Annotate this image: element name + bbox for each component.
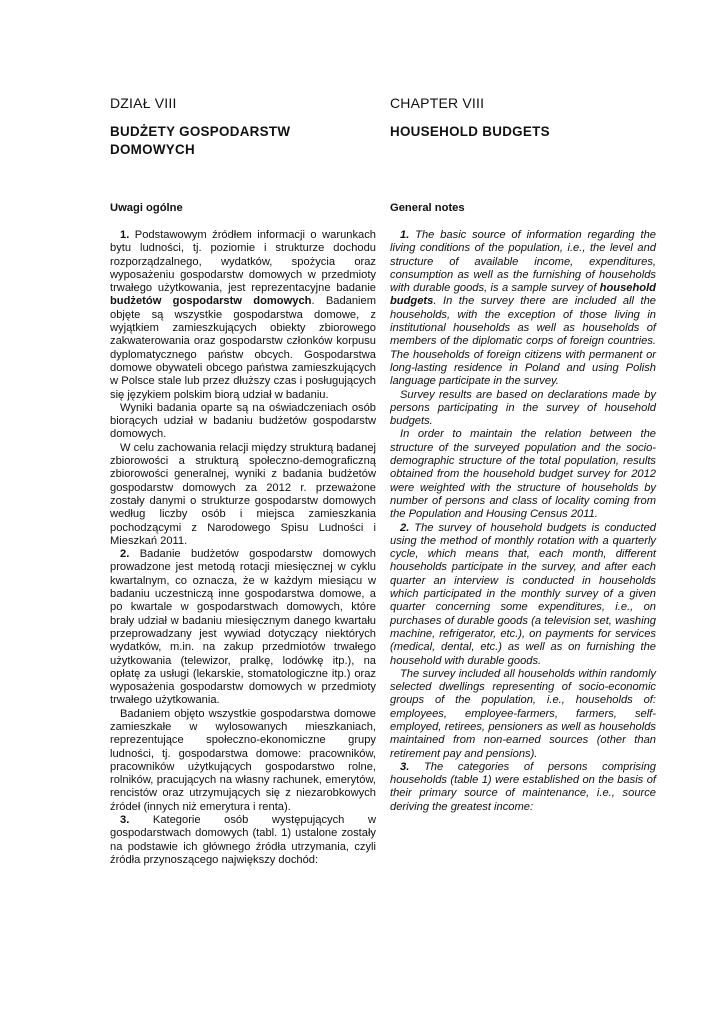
chapter-title-en: HOUSEHOLD BUDGETS <box>390 124 550 139</box>
paragraph-text: Badanie budżetów gospodarstw domowych prowadzone jest metodą rotacji miesięcznej w cyklu kwartalnym, co oznacza, że w każdym miesiącu w badaniu uczestniczą inne gospodarstwa domowe, a po kwartale w gospodarstwach domowych, które brały udział w badaniu miesięcznym danego kwartału przeprowadzany jest wywiad dotyczący niektórych wydatków, m.in. na zakup przedmiotów trwałego użytkowania (telewizor, pralkę, lodówkę itp.), na opłatę za usługi (lekarskie, stomatologiczne itp.) oraz wyposażenia gospodarstw domowych w przedmioty trwałego użytkowania. <box>110 548 376 707</box>
body-text-pl <box>110 229 376 867</box>
paragraph-text: The survey of household budgets is conducted using the method of monthly rotation with a quarterly cycle, which means that, each month, different households participate in the survey, and after each quarter an interview is conducted in households which participated in the monthly survey of a given quarter concerning some expenditures, i.e., on purchases of durable goods (a television set, washing machine, refrigerator, etc.), on payments for services (medical, dental, etc.) as well as on furnishing the household with durable goods. <box>390 521 656 667</box>
body-text-en <box>390 229 656 814</box>
section-heading-pl: Uwagi ogólne <box>110 202 183 214</box>
paragraph-en-1 <box>390 229 656 389</box>
paragraph-text: . Badaniem objęte są wszystkie gospodarstwa domowe, z wyjątkiem zamieszkujących obiekty zbiorowego zakwaterowania oraz gospodarstw członków korpusu dyplomatycznego państw obcych. Gospodarstwa domowe obywateli obcego państwa zamieszkujących w Polsce stale lub przez dłuższy czas i posługujących się językiem polskim biorą udział w badaniu. <box>110 295 377 401</box>
emphasis-text: budżetów gospodarstw domowych <box>110 295 312 308</box>
emphasis-text: household budgets <box>390 282 656 308</box>
paragraph-en-6 <box>390 761 656 814</box>
paragraph-number: 1. <box>400 229 410 241</box>
paragraph-pl-4 <box>110 548 376 708</box>
paragraph-number: 3. <box>400 760 410 773</box>
paragraph-number: 3. <box>120 814 130 827</box>
paragraph-en-2: Survey results are based on declarations made by persons participating in the survey of household budgets. <box>390 388 656 428</box>
chapter-label-en: CHAPTER VIII <box>390 95 485 111</box>
paragraph-en-3: In order to maintain the relation between the structure of the surveyed population and the socio-demographic structure of the total population, results obtained from the household budget survey for 2012 were weighted with the structure of households by number of persons and class of locality coming from the Population and Housing Census 2011. <box>390 428 656 521</box>
paragraph-en-5: The survey included all households within randomly selected dwellings representing of socio-economic groups of the population, i.e., households of: employees, employee-farmers, farmers, self-employed, retirees, pensioners as well as households maintained from non-earned sources (other than retirement pay and pensions). <box>390 667 656 760</box>
paragraph-text: Kategorie osób występujących w gospodarstwach domowych (tabl. 1) ustalone zostały na podstawie ich głównego źródła utrzymania, czyli źródła przynoszącego największy dochód: <box>110 814 376 866</box>
paragraph-text: . In the survey there are included all the households, with the exception of those living in institutional households as well as households of members of the diplomatic corps of foreign countries. The households of foreign citizens with permanent or long-lasting residence in Poland and using Polish language participate in the survey. <box>390 295 656 388</box>
chapter-label-pl: DZIAŁ VIII <box>110 95 177 111</box>
paragraph-number: 2. <box>400 521 410 534</box>
section-heading-en: General notes <box>390 202 465 214</box>
paragraph-pl-5: Badaniem objęto wszystkie gospodarstwa domowe zamieszkałe w wylosowanych mieszkaniach, reprezentujące społeczno-ekonomiczne grupy ludności, tj. gospodarstwa domowe: pracowników, pracowników użytkujących gospodarstwo rolne, rolników, pracujących na własny rachunek, emerytów, rencistów oraz utrzymujących się z niezarobkowych źródeł (innych niż emerytura i renta). <box>110 707 376 813</box>
paragraph-en-4 <box>390 522 656 668</box>
paragraph-pl-6 <box>110 814 376 867</box>
chapter-title-pl: BUDŻETY GOSPODARSTW DOMOWYCH <box>110 124 291 157</box>
paragraph-pl-2: Wyniki badania oparte są na oświadczeniach osób biorących udział w badaniu budżetów gospodarstw domowych. <box>110 401 376 441</box>
paragraph-text: The categories of persons comprising households (table 1) were established on the basis of their primary source of maintenance, i.e., source deriving the greatest income: <box>390 760 656 813</box>
paragraph-number: 1. <box>120 229 130 241</box>
paragraph-pl-1 <box>110 229 376 402</box>
paragraph-number: 2. <box>120 548 130 561</box>
paragraph-text: The basic source of information regarding the living conditions of the population, i.e., the level and structure of available income, expenditures, consumption as well as the furnishing of households with durable goods, is a sample survey of <box>390 229 656 295</box>
paragraph-pl-3: W celu zachowania relacji między strukturą badanej zbiorowości a strukturą społeczno-demograficzną zbiorowości generalnej, wyniki z badania budżetów gospodarstw domowych za 2012 r. przeważone zostały danymi o strukturze gospodarstw domowych według liczby osób i miejsca zamieszkania pochodzącymi z Narodowego Spisu Ludności i Mieszkań 2011. <box>110 441 376 547</box>
paragraph-text: Podstawowym źródłem informacji o warunkach bytu ludności, tj. poziomie i strukturze dochodu rozporządzalnego, wydatków, spożycia oraz wyposażeniu gospodarstw domowych w przedmioty trwałego użytkowania, jest reprezentacyjne badanie <box>110 229 376 295</box>
